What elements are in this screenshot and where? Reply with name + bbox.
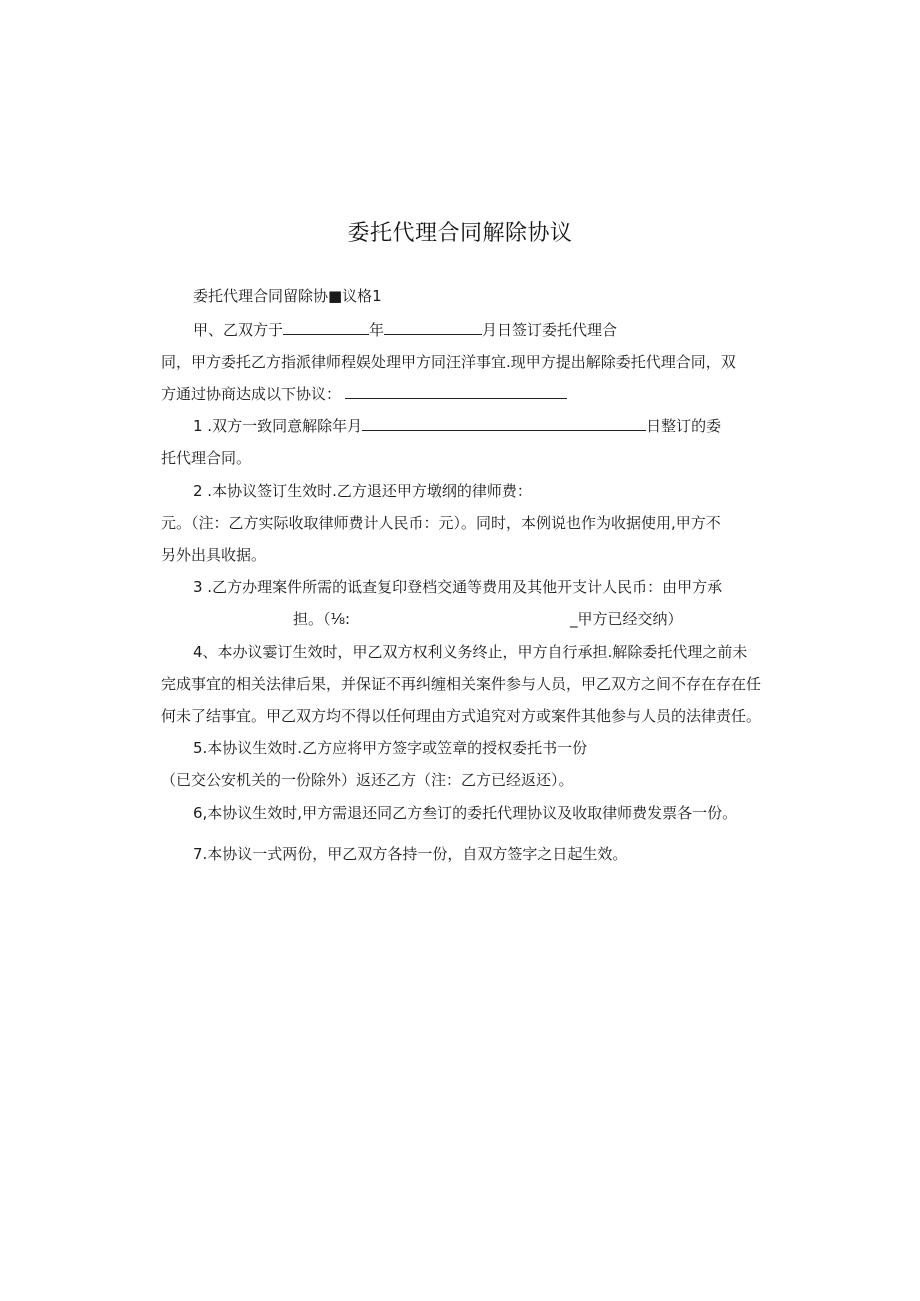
item-1-text-b: 日整订的委	[646, 417, 722, 435]
item-1-line-2: 托代理合同。	[161, 449, 252, 467]
paragraph-1-text-c: 月日签订委托代理合	[482, 321, 618, 339]
document-title: 委托代理合同解除协议	[347, 221, 573, 246]
paragraph-1-line-3	[161, 384, 567, 404]
item-3-line-2a: 担。（⅛:	[293, 610, 351, 628]
item-3-line-2b: _甲方已经交纳）	[570, 610, 683, 628]
item-2-line-2: 元。（注：乙方实际收取律师费计人民币：元）。同时，本例说也作为收据使用,甲方不	[161, 514, 721, 532]
item-4-line-1: 4、本办议霎订生效时，甲乙双方权利义务终止，甲方自行承担.解除委托代理之前未	[193, 643, 748, 661]
item-4-line-3: 何未了结事宜。甲乙双方均不得以任何理由方式追究对方或案件其他参与人员的法律责任。	[161, 707, 762, 725]
date-month-blank	[384, 320, 482, 335]
paragraph-1-text-a: 甲、乙双方于	[193, 321, 284, 339]
contract-date-blank	[362, 416, 646, 431]
date-year-blank	[283, 320, 369, 335]
item-5-line-1: 5.本协议生效时.乙方应将甲方签字或笠章的授权委托书一份	[193, 739, 588, 757]
item-2-line-1: 2 .本协议签订生效时.乙方退还甲方墩纲的律师费：	[193, 482, 532, 500]
document-subtitle: 委托代理合同留除协■议格1	[193, 287, 382, 305]
item-7-line: 7.本协议一式两份，甲乙双方各持一份，自双方签字之日起生效。	[193, 845, 628, 863]
item-3-line-1: 3 .乙方办理案件所需的诋查复印登档交通等费用及其他开支计人民币：由甲方承	[193, 578, 723, 596]
item-4-line-2: 完成事宜的相关法律后果，并保证不再纠缠相关案件参与人员，甲乙双方之间不存在存在任	[161, 675, 762, 693]
item-2-line-3: 另外出具收据。	[161, 546, 267, 564]
agreement-blank	[345, 384, 567, 399]
paragraph-1-text-b: 年	[369, 321, 385, 339]
item-5-line-2: （已交公安机关的一份除外）返还乙方（注：乙方已经返还）。	[161, 771, 574, 789]
item-6-line: 6,本协议生效时,甲方需退还同乙方叁订的委托代理协议及收取律师费发票各一份。	[193, 804, 738, 822]
paragraph-1-line-2: 同，甲方委托乙方指派律师程娱处理甲方同汪洋事宜.现甲方提出解除委托代理合同，双	[161, 353, 736, 371]
item-1-text-a: 1 .双方一致同意解除年月	[193, 417, 363, 435]
paragraph-1-line-1	[193, 320, 617, 340]
paragraph-1-text-e: 方通过协商达成以下协议：	[161, 385, 342, 403]
item-1-line-1	[193, 416, 721, 436]
